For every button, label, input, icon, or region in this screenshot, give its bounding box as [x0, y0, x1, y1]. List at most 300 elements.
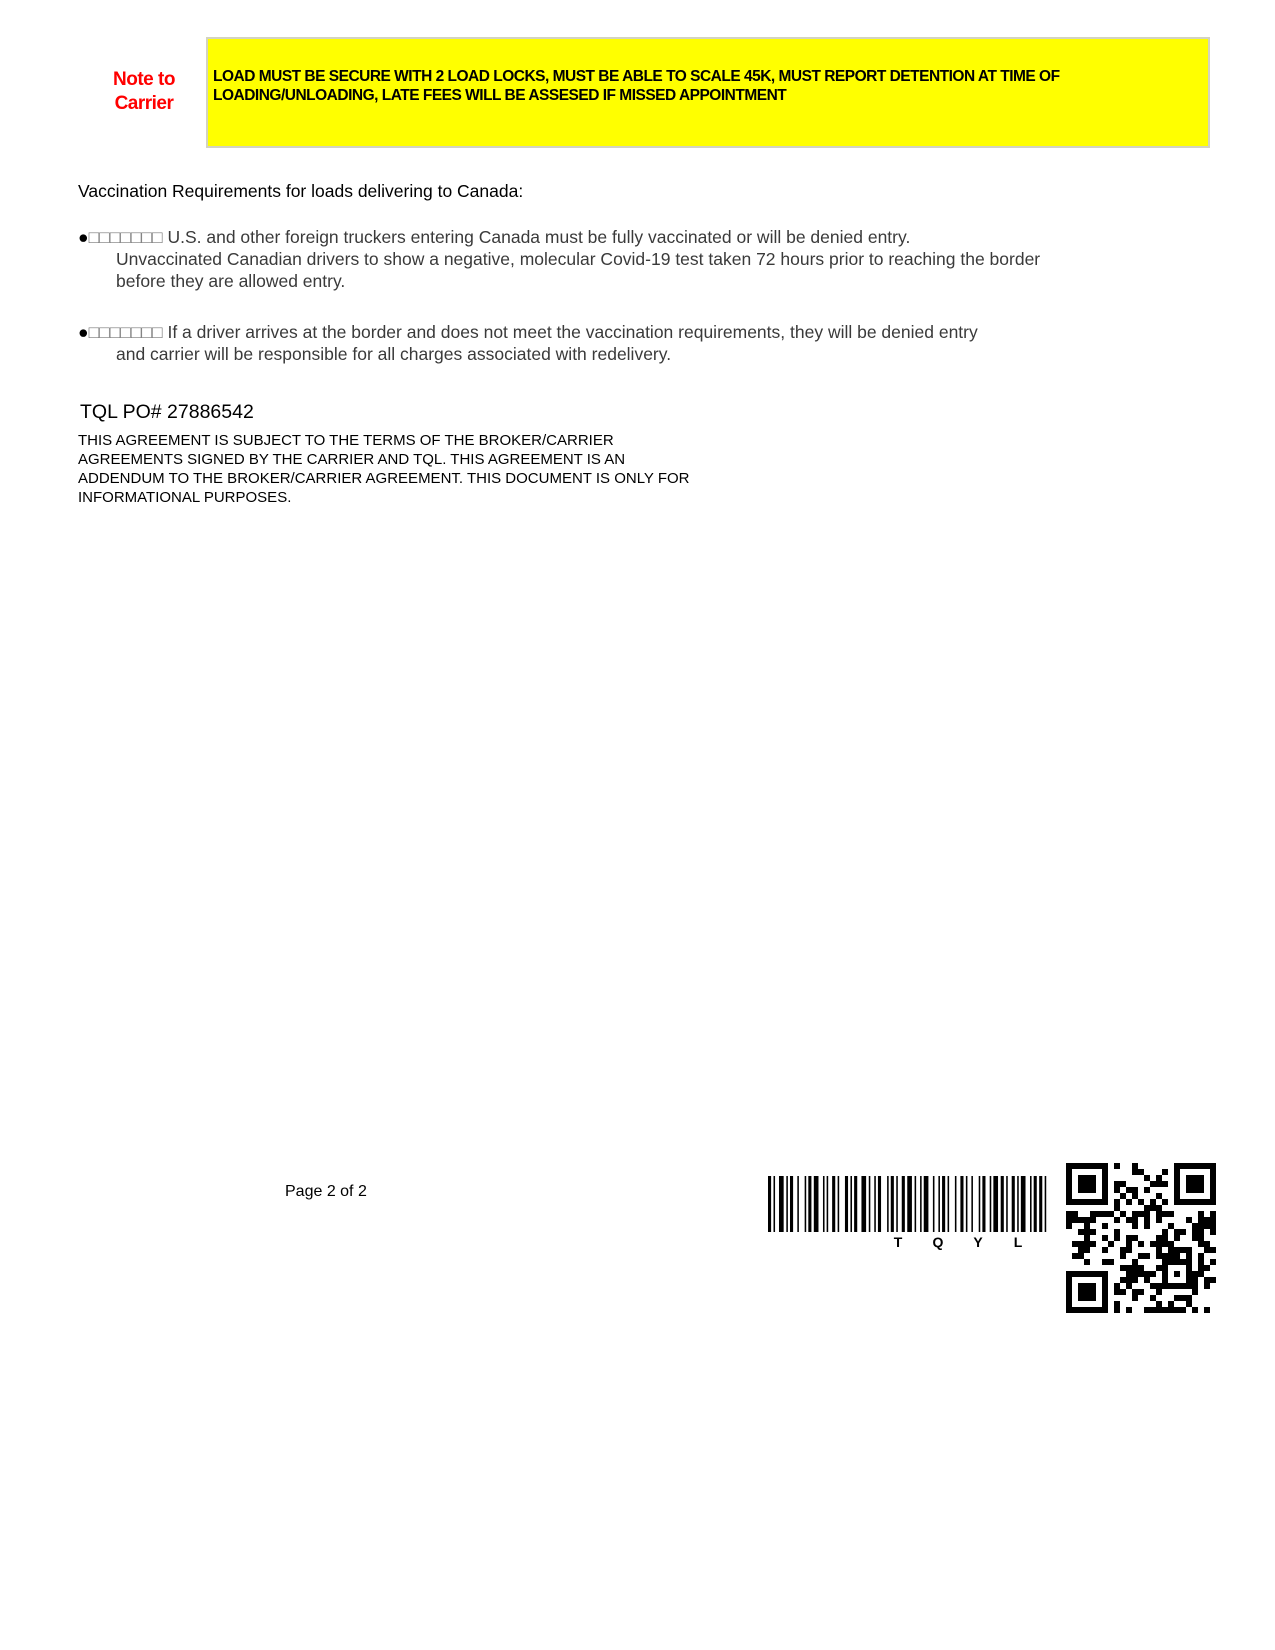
note-label-line1: Note to: [113, 69, 175, 90]
qr-module: [1120, 1289, 1126, 1295]
qr-module: [1162, 1307, 1168, 1313]
qr-module: [1102, 1283, 1108, 1289]
qr-module: [1198, 1217, 1204, 1223]
barcode-bar: [874, 1176, 876, 1232]
qr-module: [1132, 1265, 1138, 1271]
qr-module: [1090, 1217, 1096, 1223]
qr-module: [1204, 1283, 1210, 1289]
agreement-line: AGREEMENTS SIGNED BY THE CARRIER AND TQL. THIS AGREEMENT IS AN: [78, 451, 626, 468]
barcode-bar: [966, 1176, 968, 1232]
qr-module: [1186, 1277, 1192, 1283]
qr-module: [1156, 1205, 1162, 1211]
qr-module: [1192, 1199, 1198, 1205]
agreement-line: ADDENDUM TO THE BROKER/CARRIER AGREEMENT. THIS DOCUMENT IS ONLY FOR: [78, 470, 690, 487]
barcode-bar: [1017, 1176, 1019, 1232]
qr-module: [1138, 1199, 1144, 1205]
qr-module: [1186, 1259, 1192, 1265]
qr-module: [1144, 1187, 1150, 1193]
qr-module: [1192, 1235, 1198, 1241]
vaccination-item: [78, 226, 1088, 292]
qr-module: [1186, 1271, 1192, 1277]
qr-module: [1132, 1187, 1138, 1193]
qr-module: [1204, 1247, 1210, 1253]
qr-module: [1078, 1199, 1084, 1205]
qr-module: [1198, 1241, 1204, 1247]
qr-module: [1192, 1181, 1198, 1187]
qr-module: [1150, 1181, 1156, 1187]
qr-module: [1168, 1241, 1174, 1247]
note-label-line2: Carrier: [114, 93, 174, 114]
qr-module: [1126, 1187, 1132, 1193]
qr-module: [1120, 1265, 1126, 1271]
barcode-bar: [869, 1176, 871, 1232]
qr-module: [1156, 1253, 1162, 1259]
qr-module: [1102, 1235, 1108, 1241]
barcode-bar: [887, 1176, 889, 1232]
qr-module: [1066, 1217, 1072, 1223]
barcode-bar: [990, 1176, 992, 1232]
qr-module: [1132, 1259, 1138, 1265]
barcode-bar: [993, 1176, 998, 1232]
qr-module: [1084, 1163, 1090, 1169]
qr-module: [1210, 1169, 1216, 1175]
qr-module: [1210, 1277, 1216, 1283]
qr-module: [1066, 1163, 1072, 1169]
qr-module: [1090, 1229, 1096, 1235]
qr-module: [1102, 1289, 1108, 1295]
barcode-bar: [938, 1176, 940, 1232]
qr-module: [1090, 1295, 1096, 1301]
qr-module: [1084, 1289, 1090, 1295]
barcode-bar: [896, 1176, 898, 1232]
qr-module: [1090, 1211, 1096, 1217]
barcode-bar: [845, 1176, 848, 1232]
qr-module: [1156, 1301, 1162, 1307]
qr-module: [1210, 1211, 1216, 1217]
qr-module: [1078, 1181, 1084, 1187]
qr-module: [1126, 1199, 1132, 1205]
qr-module: [1156, 1283, 1162, 1289]
barcode-bar: [814, 1176, 819, 1232]
qr-module: [1186, 1283, 1192, 1289]
vaccination-item-first-line: [78, 226, 1088, 248]
barcode-bar: [907, 1176, 912, 1232]
qr-module: [1180, 1229, 1186, 1235]
barcode-bar: [790, 1176, 793, 1232]
qr-module: [1204, 1265, 1210, 1271]
barcode-bar: [979, 1176, 981, 1232]
qr-module: [1174, 1271, 1180, 1277]
qr-module: [1066, 1169, 1072, 1175]
qr-module: [1192, 1229, 1198, 1235]
qr-module: [1132, 1289, 1138, 1295]
qr-module: [1084, 1199, 1090, 1205]
qr-module: [1168, 1259, 1174, 1265]
qr-module: [1192, 1289, 1198, 1295]
qr-module: [1198, 1229, 1204, 1235]
qr-module: [1078, 1295, 1084, 1301]
qr-module: [1078, 1175, 1084, 1181]
qr-module: [1120, 1211, 1126, 1217]
barcode-bar: [774, 1176, 776, 1232]
page-number: Page 2 of 2: [285, 1183, 367, 1200]
qr-module: [1180, 1247, 1186, 1253]
qr-module: [1126, 1241, 1132, 1247]
qr-module: [1204, 1199, 1210, 1205]
qr-module: [1180, 1295, 1186, 1301]
barcode-bar: [948, 1176, 950, 1232]
qr-module: [1168, 1223, 1174, 1229]
qr-module: [1132, 1193, 1138, 1199]
barcode-bar: [1045, 1176, 1047, 1232]
qr-module: [1102, 1175, 1108, 1181]
qr-module: [1078, 1283, 1084, 1289]
qr-module: [1084, 1259, 1090, 1265]
qr-module: [1186, 1175, 1192, 1181]
qr-module: [1156, 1289, 1162, 1295]
barcode-bar: [1030, 1176, 1032, 1232]
qr-module: [1120, 1193, 1126, 1199]
bullet-icon: ●: [78, 322, 89, 342]
qr-module: [1192, 1187, 1198, 1193]
qr-module: [1186, 1265, 1192, 1271]
qr-module: [1144, 1217, 1150, 1223]
qr-module: [1102, 1169, 1108, 1175]
qr-module: [1096, 1163, 1102, 1169]
qr-module: [1132, 1271, 1138, 1277]
qr-module: [1072, 1199, 1078, 1205]
qr-module: [1168, 1301, 1174, 1307]
qr-module: [1210, 1175, 1216, 1181]
qr-module: [1084, 1283, 1090, 1289]
barcode-char: Q: [932, 1234, 944, 1250]
qr-module: [1114, 1283, 1120, 1289]
qr-module: [1078, 1253, 1084, 1259]
qr-module: [1066, 1295, 1072, 1301]
qr-module: [1066, 1223, 1072, 1229]
qr-module: [1072, 1241, 1078, 1247]
qr-module: [1114, 1235, 1120, 1241]
qr-module: [1210, 1223, 1216, 1229]
qr-module: [1090, 1175, 1096, 1181]
qr-module: [1192, 1271, 1198, 1277]
barcode-bar: [779, 1176, 784, 1232]
qr-module: [1066, 1289, 1072, 1295]
qr-module: [1108, 1211, 1114, 1217]
barcode-bar: [902, 1176, 905, 1232]
barcode-bar: [786, 1176, 788, 1232]
qr-module: [1078, 1241, 1084, 1247]
qr-module: [1174, 1181, 1180, 1187]
qr-module: [1066, 1271, 1072, 1277]
barcode-bar: [878, 1176, 881, 1232]
qr-module: [1162, 1199, 1168, 1205]
qr-module: [1198, 1223, 1204, 1229]
qr-module: [1198, 1175, 1204, 1181]
qr-module: [1204, 1277, 1210, 1283]
qr-module: [1138, 1253, 1144, 1259]
qr-module: [1096, 1271, 1102, 1277]
qr-module: [1162, 1211, 1168, 1217]
qr-module: [1198, 1181, 1204, 1187]
qr-module: [1120, 1181, 1126, 1187]
qr-module: [1210, 1199, 1216, 1205]
qr-module: [1132, 1223, 1138, 1229]
qr-module: [1156, 1265, 1162, 1271]
qr-module: [1102, 1181, 1108, 1187]
qr-module: [1198, 1163, 1204, 1169]
qr-module: [1192, 1223, 1198, 1229]
qr-module: [1162, 1277, 1168, 1283]
qr-module: [1066, 1175, 1072, 1181]
qr-module: [1144, 1253, 1150, 1259]
barcode-bar: [797, 1176, 799, 1232]
barcode-bar: [1012, 1176, 1015, 1232]
qr-module: [1102, 1295, 1108, 1301]
qr-module: [1084, 1229, 1090, 1235]
qr-module: [1072, 1217, 1078, 1223]
barcode-human-readable: [878, 1234, 1038, 1250]
qr-module: [1126, 1283, 1132, 1289]
qr-module: [1090, 1241, 1096, 1247]
barcode-char: T: [893, 1234, 903, 1250]
qr-module: [1162, 1259, 1168, 1265]
qr-module: [1198, 1187, 1204, 1193]
qr-module: [1090, 1187, 1096, 1193]
qr-module: [1078, 1163, 1084, 1169]
qr-module: [1096, 1199, 1102, 1205]
qr-module: [1144, 1271, 1150, 1277]
qr-module: [1174, 1235, 1180, 1241]
qr-module: [1084, 1217, 1090, 1223]
qr-module: [1120, 1253, 1126, 1259]
qr-module: [1156, 1307, 1162, 1313]
qr-module: [1120, 1247, 1126, 1253]
qr-module: [1180, 1307, 1186, 1313]
qr-module: [1210, 1247, 1216, 1253]
vaccination-item-text: If a driver arrives at the border and does not meet the vaccination requirements, they will be denied entry: [167, 322, 978, 342]
qr-module: [1084, 1295, 1090, 1301]
qr-module: [1156, 1235, 1162, 1241]
qr-module: [1174, 1229, 1180, 1235]
qr-module: [1132, 1163, 1138, 1169]
qr-module: [1102, 1307, 1108, 1313]
qr-module: [1156, 1247, 1162, 1253]
qr-module: [1174, 1169, 1180, 1175]
qr-module: [1114, 1289, 1120, 1295]
vaccination-item-continuation: and carrier will be responsible for all charges associated with redelivery.: [116, 344, 672, 364]
qr-module: [1090, 1307, 1096, 1313]
qr-module: [1180, 1163, 1186, 1169]
qr-module: [1186, 1301, 1192, 1307]
barcode-char: L: [1013, 1234, 1023, 1250]
qr-module: [1174, 1283, 1180, 1289]
qr-module: [1066, 1193, 1072, 1199]
qr-module: [1210, 1259, 1216, 1265]
barcode-bar: [805, 1176, 807, 1232]
qr-module: [1138, 1271, 1144, 1277]
qr-module: [1090, 1181, 1096, 1187]
qr-module: [1168, 1283, 1174, 1289]
qr-module: [1162, 1181, 1168, 1187]
qr-module: [1066, 1283, 1072, 1289]
qr-module: [1102, 1259, 1108, 1265]
qr-module: [1150, 1283, 1156, 1289]
vaccination-item-continuation: Unvaccinated Canadian drivers to show a negative, molecular Covid-19 test taken 72 hours prior to reaching the border before they are allowed entry.: [116, 249, 1041, 291]
qr-module: [1102, 1223, 1108, 1229]
qr-module: [1150, 1199, 1156, 1205]
qr-module: [1156, 1211, 1162, 1217]
qr-module: [1210, 1181, 1216, 1187]
qr-module: [1192, 1175, 1198, 1181]
qr-module: [1210, 1217, 1216, 1223]
qr-module: [1090, 1199, 1096, 1205]
vaccination-item: [78, 321, 1088, 365]
qr-module: [1192, 1307, 1198, 1313]
qr-module: [1168, 1211, 1174, 1217]
qr-module: [1126, 1265, 1132, 1271]
qr-module: [1126, 1217, 1132, 1223]
qr-module: [1126, 1307, 1132, 1313]
qr-module: [1186, 1217, 1192, 1223]
barcode-bar: [920, 1176, 922, 1232]
qr-module: [1132, 1235, 1138, 1241]
agreement-line: INFORMATIONAL PURPOSES.: [78, 489, 292, 506]
qr-module: [1162, 1169, 1168, 1175]
qr-module: [1162, 1235, 1168, 1241]
barcode-bar: [1006, 1176, 1008, 1232]
qr-module: [1114, 1217, 1120, 1223]
qr-module: [1186, 1247, 1192, 1253]
agreement-line: THIS AGREEMENT IS SUBJECT TO THE TERMS OF THE BROKER/CARRIER: [78, 432, 614, 449]
qr-module: [1174, 1163, 1180, 1169]
qr-module: [1198, 1235, 1204, 1241]
qr-module: [1144, 1205, 1150, 1211]
qr-module: [1162, 1229, 1168, 1235]
qr-module: [1114, 1307, 1120, 1313]
barcode-bar: [1039, 1176, 1042, 1232]
qr-module: [1066, 1277, 1072, 1283]
qr-module: [1084, 1235, 1090, 1241]
qr-module: [1084, 1271, 1090, 1277]
qr-module: [1174, 1259, 1180, 1265]
qr-module: [1186, 1295, 1192, 1301]
qr-module: [1138, 1241, 1144, 1247]
qr-module: [1066, 1301, 1072, 1307]
barcode-bar: [924, 1176, 929, 1232]
barcode-bar: [850, 1176, 852, 1232]
qr-module: [1198, 1253, 1204, 1259]
barcode-bar: [808, 1176, 811, 1232]
qr-module: [1156, 1193, 1162, 1199]
qr-module: [1096, 1307, 1102, 1313]
qr-module: [1180, 1283, 1186, 1289]
qr-module: [1132, 1295, 1138, 1301]
barcode-bar: [915, 1176, 917, 1232]
qr-module: [1204, 1307, 1210, 1313]
qr-module: [1120, 1277, 1126, 1283]
qr-module: [1126, 1271, 1132, 1277]
qr-module: [1114, 1199, 1120, 1205]
qr-module: [1102, 1247, 1108, 1253]
qr-module: [1192, 1163, 1198, 1169]
qr-module: [1144, 1307, 1150, 1313]
qr-module: [1156, 1217, 1162, 1223]
qr-module: [1138, 1169, 1144, 1175]
barcode-bar: [1034, 1176, 1037, 1232]
qr-module: [1168, 1307, 1174, 1313]
qr-module: [1204, 1241, 1210, 1247]
qr-module: [1150, 1295, 1156, 1301]
qr-module: [1174, 1247, 1180, 1253]
qr-module: [1186, 1253, 1192, 1259]
qr-module: [1102, 1271, 1108, 1277]
qr-module: [1078, 1217, 1084, 1223]
note-to-carrier-label: [92, 68, 196, 116]
qr-module: [1186, 1187, 1192, 1193]
qr-module: [1162, 1241, 1168, 1247]
qr-module: [1090, 1283, 1096, 1289]
vaccination-item-text: U.S. and other foreign truckers entering Canada must be fully vaccinated or will be denied entry.: [167, 227, 911, 247]
qr-module: [1186, 1163, 1192, 1169]
qr-module: [1204, 1223, 1210, 1229]
barcode-bar: [838, 1176, 840, 1232]
qr-module: [1168, 1247, 1174, 1253]
bullet-icon: ●: [78, 227, 89, 247]
vaccination-item-first-line: [78, 321, 1088, 343]
qr-module: [1174, 1199, 1180, 1205]
qr-module: [1108, 1259, 1114, 1265]
qr-module: [1210, 1193, 1216, 1199]
qr-module: [1078, 1271, 1084, 1277]
carrier-note-text: LOAD MUST BE SECURE WITH 2 LOAD LOCKS, MUST BE ABLE TO SCALE 45K, MUST REPORT DETENTION AT TIME OF LOADING/UNLOADING, LATE FEES WILL BE ASSESED IF MISSED APPOINTMENT: [213, 68, 1060, 104]
qr-module: [1144, 1211, 1150, 1217]
qr-module: [1162, 1271, 1168, 1277]
qr-module: [1102, 1277, 1108, 1283]
qr-module: [1198, 1265, 1204, 1271]
qr-module: [1102, 1163, 1108, 1169]
qr-module: [1102, 1193, 1108, 1199]
qr-module: [1156, 1181, 1162, 1187]
barcode-bar: [933, 1176, 935, 1232]
barcode-bar: [861, 1176, 866, 1232]
qr-module: [1198, 1259, 1204, 1265]
qr-module: [1132, 1211, 1138, 1217]
qr-module: [1198, 1211, 1204, 1217]
qr-module: [1090, 1163, 1096, 1169]
qr-module: [1126, 1247, 1132, 1253]
qr-module: [1174, 1295, 1180, 1301]
qr-module: [1138, 1289, 1144, 1295]
agreement-text: [78, 431, 778, 507]
qr-module: [1072, 1253, 1078, 1259]
barcode-bar: [942, 1176, 945, 1232]
qr-module: [1132, 1169, 1138, 1175]
qr-module: [1114, 1205, 1120, 1211]
placeholder-boxes: □□□□□□□: [88, 322, 163, 342]
barcode-bar: [832, 1176, 835, 1232]
qr-module: [1174, 1307, 1180, 1313]
qr-module: [1132, 1277, 1138, 1283]
qr-module: [1174, 1193, 1180, 1199]
barcode-bar: [982, 1176, 985, 1232]
qr-module: [1156, 1175, 1162, 1181]
qr-module: [1114, 1187, 1120, 1193]
barcode: [768, 1176, 1052, 1238]
qr-module: [1084, 1181, 1090, 1187]
qr-module: [1066, 1181, 1072, 1187]
qr-module: [1204, 1163, 1210, 1169]
